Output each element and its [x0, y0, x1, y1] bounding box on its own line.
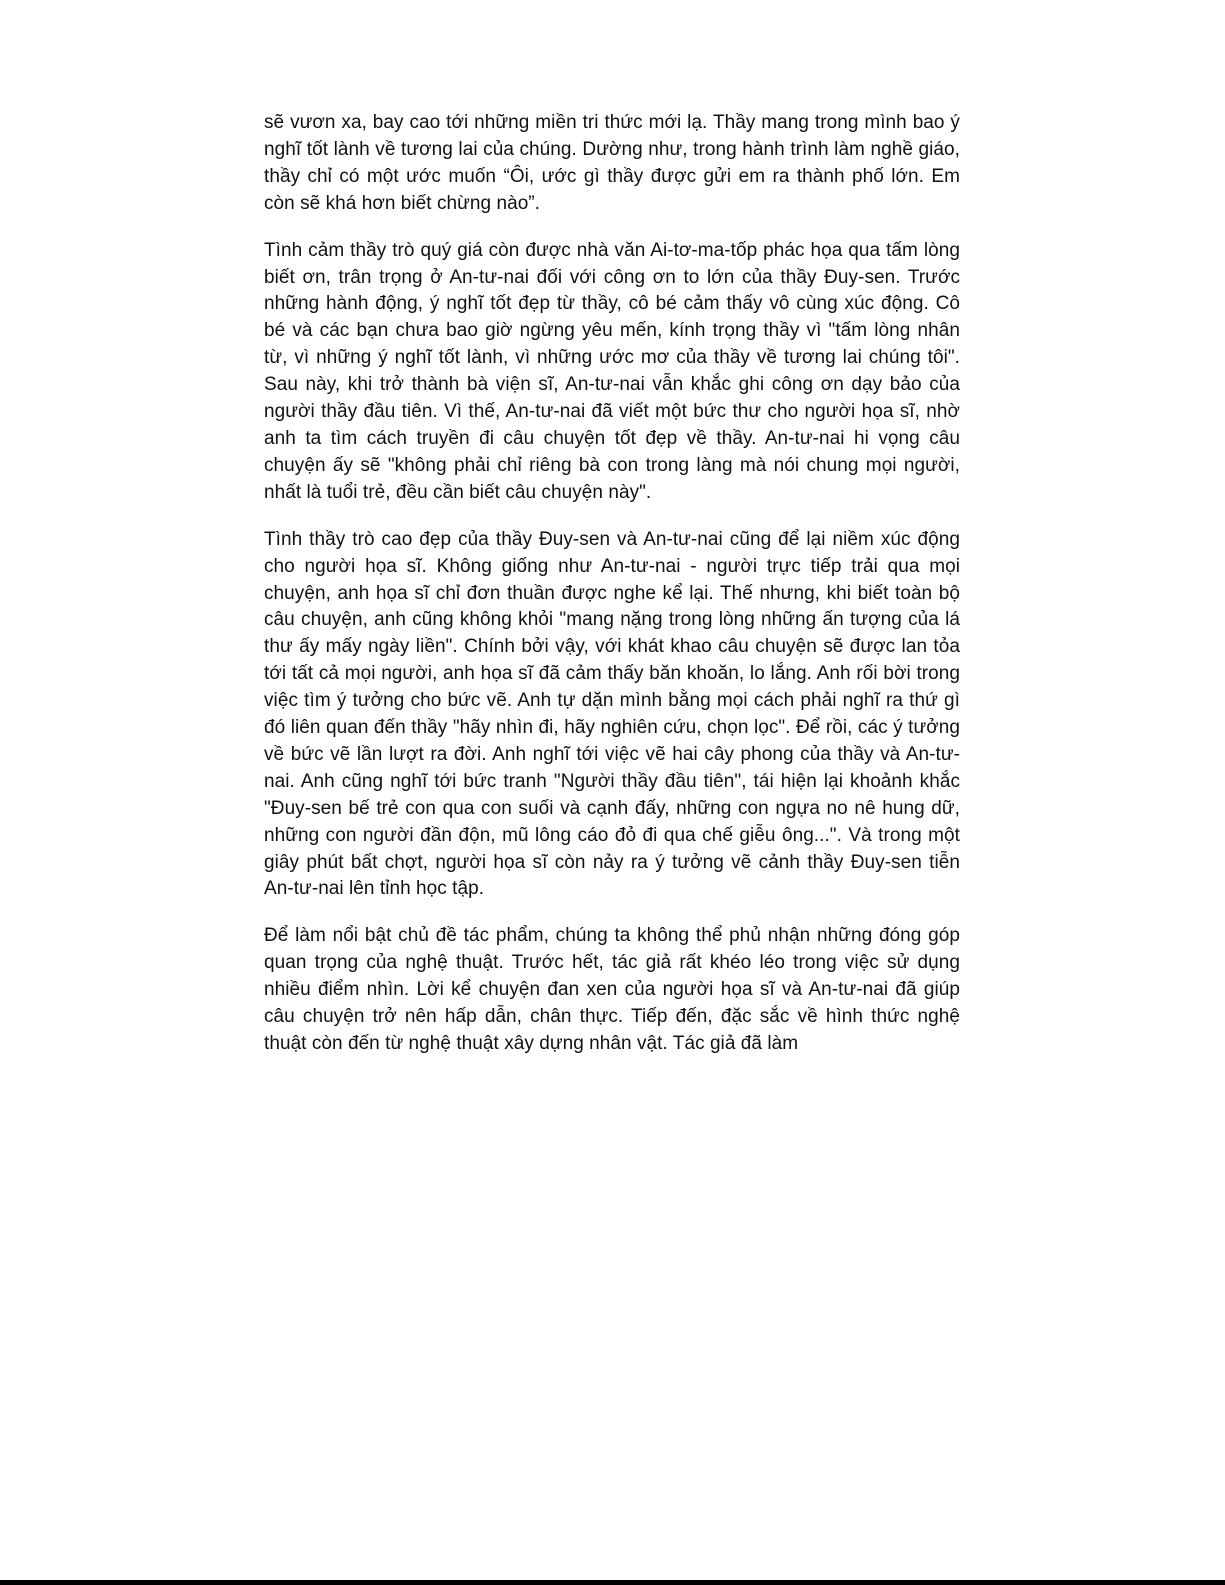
paragraph-2: Tình cảm thầy trò quý giá còn được nhà văn Ai-tơ-ma-tốp phác họa qua tấm lòng biết ơn, trân trọng ở An-tư-nai đối với công ơn to lớn của thầy Đuy-sen. Trước những hành động, ý nghĩ tốt đẹp từ thầy, cô bé cảm thấy vô cùng xúc động. Cô bé và các bạn chưa bao giờ ngừng yêu mến, kính trọng thầy vì "tấm lòng nhân từ, vì những ý nghĩ tốt lành, vì những ước mơ của thầy về tương lai chúng tôi". Sau này, khi trở thành bà viện sĩ, An-tư-nai vẫn khắc ghi công ơn dạy bảo của người thầy đầu tiên. Vì thế, An-tư-nai đã viết một bức thư cho người họa sĩ, nhờ anh ta tìm cách truyền đi câu chuyện tốt đẹp về thầy. An-tư-nai hi vọng câu chuyện ấy sẽ "không phải chỉ riêng bà con trong làng mà nói chung mọi người, nhất là tuổi trẻ, đều cần biết câu chuyện này".: [264, 239, 960, 503]
document-page: [264, 110, 960, 1078]
paragraph-3: Tình thầy trò cao đẹp của thầy Đuy-sen và An-tư-nai cũng để lại niềm xúc động cho người họa sĩ. Không giống như An-tư-nai - người trực tiếp trải qua mọi chuyện, anh họa sĩ chỉ đơn thuần được nghe kể lại. Thế nhưng, khi biết toàn bộ câu chuyện, anh cũng không khỏi "mang nặng trong lòng những ấn tượng của lá thư ấy mấy ngày liền". Chính bởi vậy, với khát khao câu chuyện sẽ được lan tỏa tới tất cả mọi người, anh họa sĩ đã cảm thấy băn khoăn, lo lắng. Anh rối bời trong việc tìm ý tưởng cho bức vẽ. Anh tự dặn mình bằng mọi cách phải nghĩ ra thứ gì đó liên quan đến thầy "hãy nhìn đi, hãy nghiên cứu, chọn lọc". Để rồi, các ý tưởng về bức vẽ lần lượt ra đời. Anh nghĩ tới việc vẽ hai cây phong của thầy và An-tư-nai. Anh cũng nghĩ tới bức tranh "Người thầy đầu tiên", tái hiện lại khoảnh khắc "Đuy-sen bế trẻ con qua con suối và cạnh đấy, những con ngựa no nê hung dữ, những con người đần độn, mũ lông cáo đỏ đi qua chế giễu ông...". Và trong một giây phút bất chợt, người họa sĩ còn nảy ra ý tưởng vẽ cảnh thầy Đuy-sen tiễn An-tư-nai lên tỉnh học tập.: [264, 528, 960, 900]
page-bottom-border: [0, 1580, 1225, 1585]
paragraph-1: sẽ vươn xa, bay cao tới những miền tri thức mới lạ. Thầy mang trong mình bao ý nghĩ tốt lành về tương lai của chúng. Dường như, trong hành trình làm nghề giáo, thầy chỉ có một ước muốn “Ôi, ước gì thầy được gửi em ra thành phố lớn. Em còn sẽ khá hơn biết chừng nào”.: [264, 112, 960, 214]
paragraph-4: Để làm nổi bật chủ đề tác phẩm, chúng ta không thể phủ nhận những đóng góp quan trọng của nghệ thuật. Trước hết, tác giả rất khéo léo trong việc sử dụng nhiều điểm nhìn. Lời kể chuyện đan xen của người họa sĩ và An-tư-nai đã giúp câu chuyện trở nên hấp dẫn, chân thực. Tiếp đến, đặc sắc về hình thức nghệ thuật còn đến từ nghệ thuật xây dựng nhân vật. Tác giả đã làm: [264, 925, 960, 1054]
